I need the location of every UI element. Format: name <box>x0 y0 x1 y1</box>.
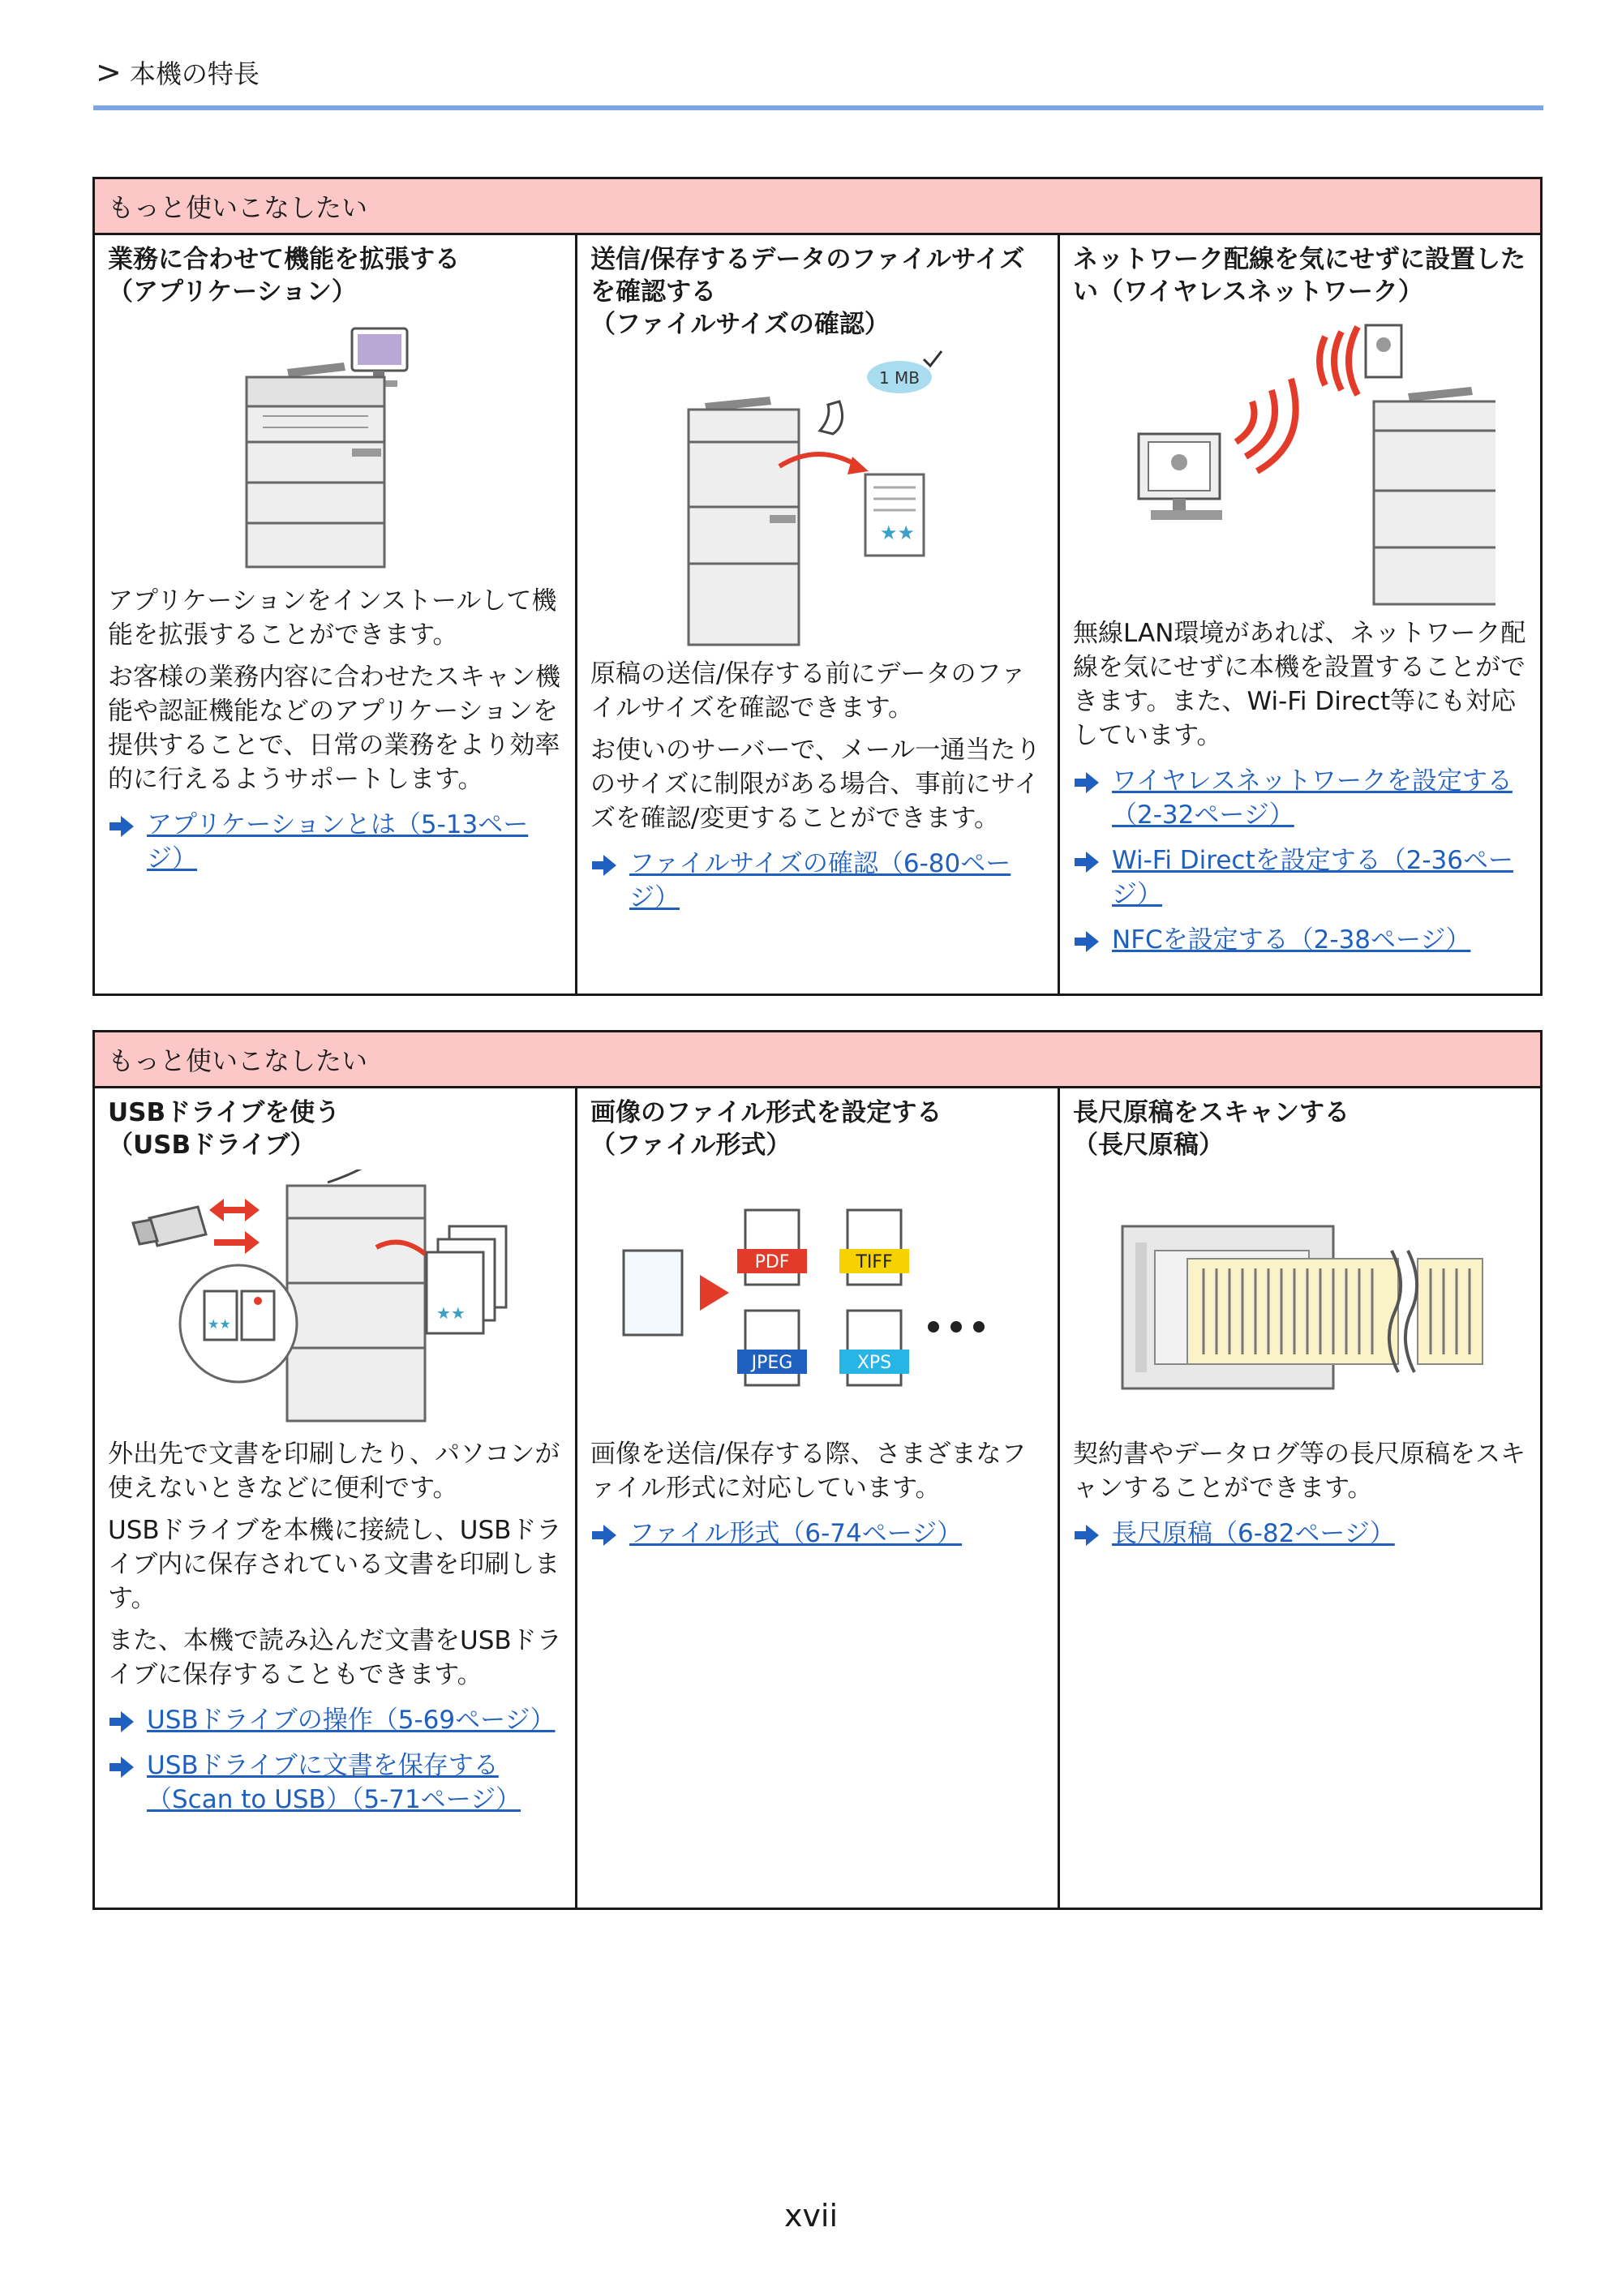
arrow-right-icon <box>108 1708 135 1736</box>
wireless-illustration <box>1073 308 1529 616</box>
svg-text:★★: ★★ <box>208 1316 231 1332</box>
feature-cell-long-original <box>1059 1088 1542 1909</box>
description: 外出先で文書を印刷したり、パソコンが使えないときなどに便利です。 <box>108 1440 560 1503</box>
jpeg-label: JPEG <box>751 1353 793 1373</box>
link-file-size[interactable]: ファイルサイズの確認（6-80ページ） <box>590 847 1046 915</box>
link-applications[interactable]: アプリケーションとは（5-13ページ） <box>108 808 564 876</box>
description: 原稿の送信/保存する前にデータのファイルサイズを確認できます。 <box>590 659 1026 723</box>
usb-drive-icon <box>108 1161 564 1437</box>
link-file-format[interactable]: ファイル形式（6-74ページ） <box>590 1517 1046 1551</box>
arrow-right-icon <box>1073 769 1101 796</box>
link-scan-to-usb[interactable]: USBドライブに文書を保存する（Scan to USB）（5-71ページ） <box>108 1749 564 1817</box>
section-header: もっと使いこなしたい <box>94 1032 1542 1088</box>
link-usb-operation[interactable]: USBドライブの操作（5-69ページ） <box>108 1703 564 1737</box>
link-long-original[interactable]: 長尺原稿（6-82ページ） <box>1073 1517 1529 1551</box>
arrow-right-icon <box>108 813 135 840</box>
feature-cell-file-format <box>577 1088 1059 1909</box>
arrow-right-icon <box>108 1753 135 1781</box>
arrow-right-icon <box>1073 1521 1101 1549</box>
link-nfc[interactable]: NFCを設定する（2-38ページ） <box>1073 923 1529 957</box>
description: USBドライブを本機に接続し、USBドライブ内に保存されている文書を印刷します。 <box>108 1516 562 1613</box>
feature-title: ネットワーク配線を気にせずに設置したい（ワイヤレスネットワーク） <box>1073 245 1525 307</box>
tiff-label: TIFF <box>856 1252 893 1272</box>
file-format-illustration <box>590 1161 1046 1437</box>
feature-cell-wireless <box>1059 234 1542 995</box>
description: お使いのサーバーで、メール一通当たりのサイズに制限がある場合、事前にサイズを確認/変更することができます。 <box>590 736 1041 833</box>
arrow-right-icon <box>590 852 618 879</box>
link-wireless[interactable]: ワイヤレスネットワークを設定する（2-32ページ） <box>1073 764 1529 832</box>
feature-cell-usb <box>94 1088 577 1909</box>
feature-title: 送信/保存するデータのファイルサイズを確認する （ファイルサイズの確認） <box>590 245 1025 339</box>
description: お客様の業務内容に合わせたスキャン機能や認証機能などのアプリケーションを提供することで、日常の業務をより効率的に行えるようサポートします。 <box>108 663 560 794</box>
long-original-illustration <box>1073 1161 1529 1437</box>
pdf-label: PDF <box>754 1252 790 1272</box>
page-number: xvii <box>783 2198 839 2234</box>
breadcrumb-label: 本機の特長 <box>129 58 260 89</box>
breadcrumb <box>96 54 260 91</box>
header-rule <box>93 105 1543 110</box>
arrow-right-icon <box>1073 928 1101 955</box>
arrow-right-icon <box>590 1521 618 1549</box>
description: 画像を送信/保存する際、さまざまなファイル形式に対応しています。 <box>590 1440 1027 1503</box>
feature-cell-applications <box>94 234 577 995</box>
description: 無線LAN環境があれば、ネットワーク配線を気にせずに本機を設置することができます。また、Wi-Fi Direct等にも対応しています。 <box>1073 619 1526 750</box>
description: アプリケーションをインストールして機能を拡張することができます。 <box>108 586 557 650</box>
description: 契約書やデータログ等の長尺原稿をスキャンすることができます。 <box>1073 1440 1525 1503</box>
feature-title: USBドライブを使う （USBドライブ） <box>108 1098 341 1160</box>
feature-table-2 <box>92 1030 1543 1910</box>
description: また、本機で読み込んだ文書をUSBドライブに保存することもできます。 <box>108 1626 562 1689</box>
feature-title: 画像のファイル形式を設定する （ファイル形式） <box>590 1098 942 1160</box>
feature-title: 業務に合わせて機能を拡張する （アプリケーション） <box>108 245 460 307</box>
feature-table-1 <box>92 177 1543 996</box>
section-header: もっと使いこなしたい <box>94 178 1542 234</box>
svg-text:★★: ★★ <box>880 521 916 544</box>
svg-text:★★: ★★ <box>436 1303 466 1323</box>
chevron-right-icon: > <box>96 54 122 90</box>
arrow-right-icon <box>1073 848 1101 876</box>
feature-title: 長尺原稿をスキャンする （長尺原稿） <box>1073 1098 1350 1160</box>
xps-label: XPS <box>856 1353 892 1373</box>
file-size-illustration <box>590 341 1046 657</box>
link-wifi-direct[interactable]: Wi-Fi Directを設定する（2-36ページ） <box>1073 843 1529 912</box>
feature-cell-file-size <box>577 234 1059 995</box>
file-size-badge: 1 MB <box>878 368 920 388</box>
mfp-printer-icon <box>108 308 564 584</box>
